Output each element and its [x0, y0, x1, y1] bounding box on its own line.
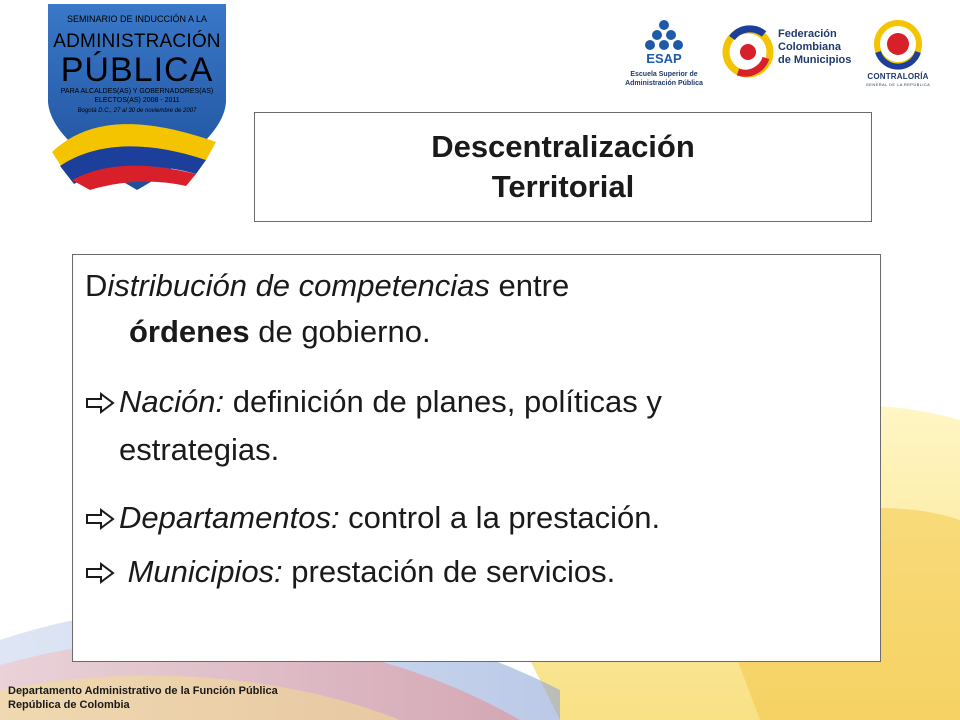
seminar-line2: ADMINISTRACIÓN — [53, 31, 221, 52]
seminar-logo — [46, 2, 228, 192]
intro-rest: entre — [489, 268, 570, 303]
seminar-line5: ELECTOS(AS) 2008 - 2011 — [94, 97, 180, 104]
seminar-line6: Bogotá D.C., 27 al 30 de noviembre de 2007 — [77, 108, 197, 114]
intro-end: de gobierno. — [249, 314, 431, 349]
b1-cont: estrategias. — [119, 431, 280, 467]
bullet-nacion — [85, 379, 875, 473]
seminar-line1: SEMINARIO DE INDUCCIÓN A LA — [66, 14, 208, 24]
footer — [8, 684, 408, 712]
b2-rest: control a la prestación. — [339, 500, 661, 535]
arrow-right-icon — [85, 497, 119, 543]
esap-line1: Escuela Superior de — [630, 71, 698, 78]
b3-italic: Municipios: — [119, 554, 283, 589]
footer-line2: República de Colombia — [8, 699, 130, 711]
fcm-line3: de Municipios — [778, 54, 852, 66]
esap-acronym: ESAP — [646, 51, 682, 66]
slide-title-box — [254, 112, 872, 222]
esap-logo — [612, 18, 716, 90]
contraloria-circle-icon — [856, 18, 940, 72]
footer-line1: Departamento Administrativo de la Función Pública — [8, 685, 278, 697]
intro-d: D — [85, 268, 108, 303]
seminar-line3: PÚBLICA — [60, 51, 214, 89]
bullet-departamentos — [85, 495, 875, 543]
title-line1: Descentralización — [431, 129, 695, 164]
b2-italic: Departamentos: — [119, 500, 340, 535]
fcm-logo — [722, 24, 852, 84]
b1-rest: definición de planes, políticas y — [224, 384, 662, 419]
fcm-line1: Federación — [778, 28, 837, 40]
contraloria-sub: GENERAL DE LA REPÚBLICA — [865, 82, 931, 87]
b1-italic: Nación: — [119, 384, 225, 419]
content-box — [72, 254, 881, 662]
fcm-line2: Colombiana — [778, 41, 841, 53]
title-line2: Territorial — [491, 169, 635, 204]
bullet-municipios — [85, 549, 875, 597]
contraloria-name: CONTRALORÍA — [867, 72, 929, 81]
esap-circles-icon — [612, 18, 716, 70]
b3-rest: prestación de servicios. — [282, 554, 616, 589]
arrow-right-icon — [85, 381, 119, 427]
intro-bold: órdenes — [129, 314, 250, 349]
intro-italic: istribución de competencias — [107, 268, 490, 303]
contraloria-logo — [856, 18, 940, 96]
esap-line2: Administración Pública — [625, 80, 703, 87]
arrow-right-icon — [85, 551, 119, 597]
intro-paragraph — [85, 263, 865, 355]
fcm-swirl-icon — [722, 24, 778, 84]
seminar-line4: PARA ALCALDES(AS) Y GOBERNADORES(AS) — [60, 88, 214, 95]
